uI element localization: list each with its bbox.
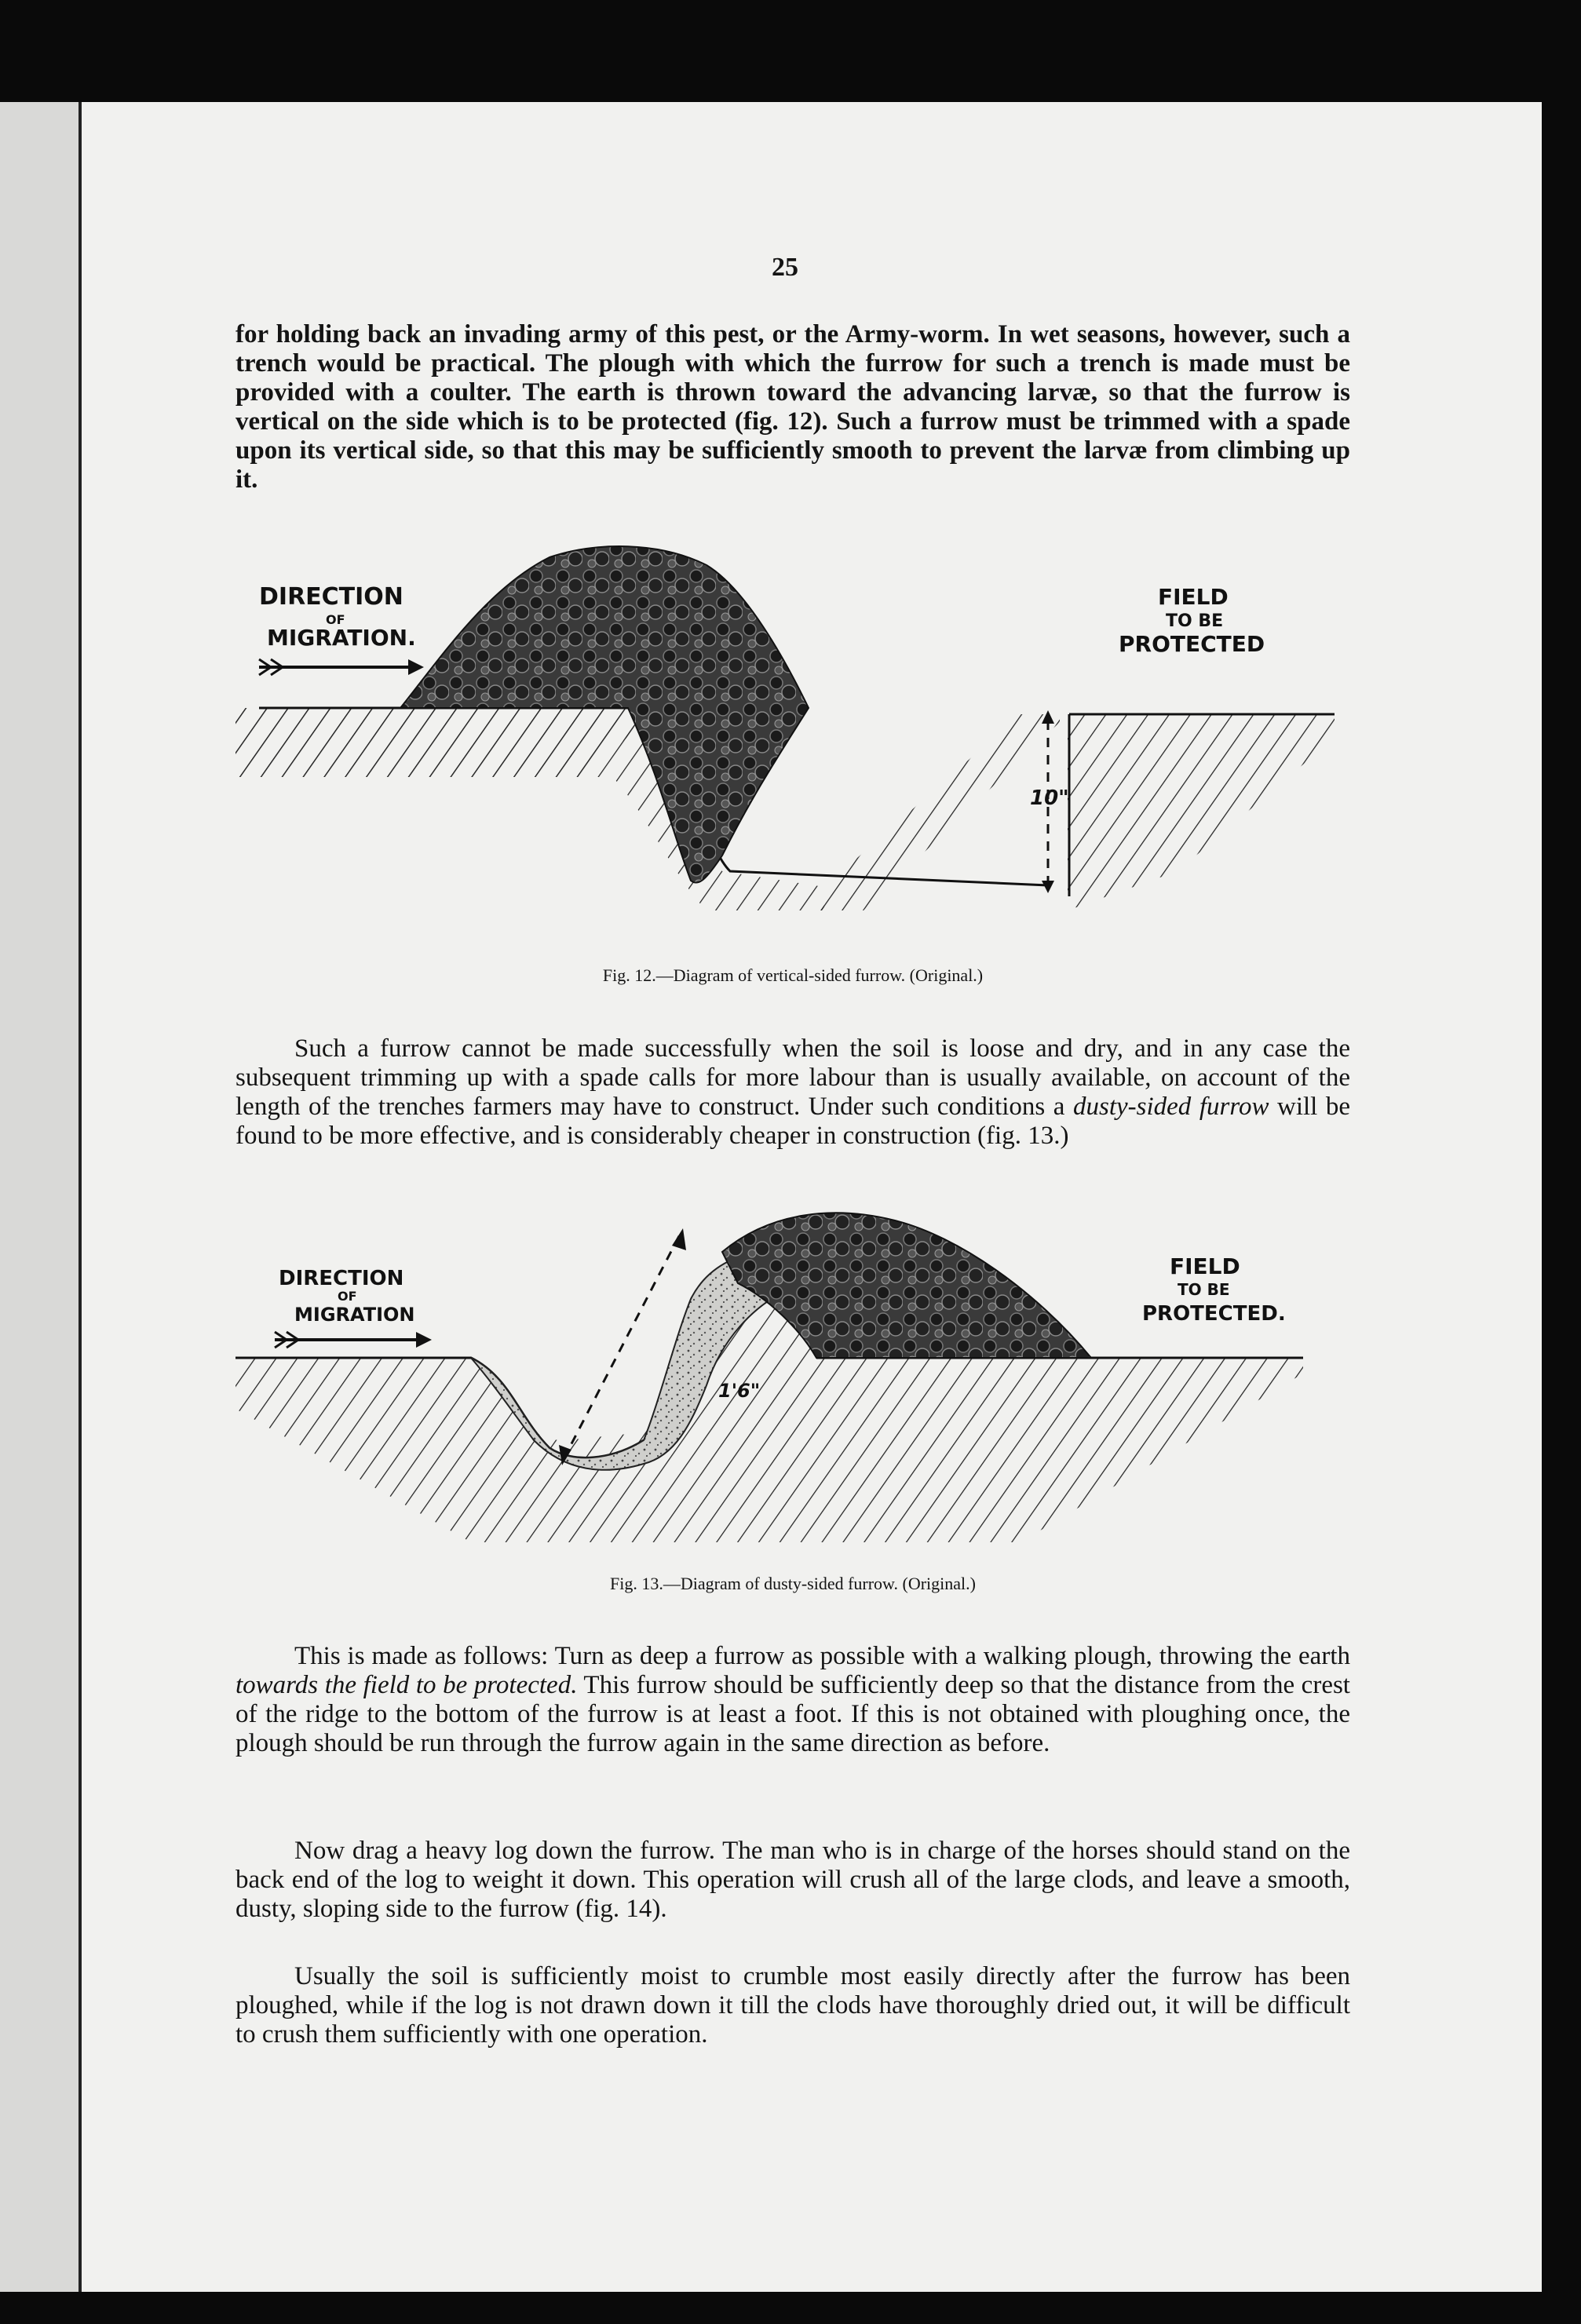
figure-12-caption: Fig. 12.—Diagram of vertical-sided furrow. (Original.) [602,965,984,985]
fig13-depth-label: 1'6" [718,1380,761,1402]
paragraph-1: for holding back an invading army of this pest, or the Army-worm. In wet seasons, however, such a trench would be practical. The plough with which the furrow for such a trench is made must be provided with a coulter. The earth is thrown toward the advancing larvæ, so that the furrow is vertical on the side which is to be protected (fig. 12). Such a furrow must be trimmed with a spade upon its vertical side, so that this may be sufficiently smooth to prevent the larvæ from climbing up it. [236,320,1350,494]
fig13-label-migration: MIGRATION [294,1304,415,1326]
fig13-label-to-be: TO BE [1178,1280,1230,1299]
fig13-label-of: OF [338,1289,357,1304]
paragraph-3: This is made as follows: Turn as deep a furrow as possible with a walking plough, throwing the earth towards the field to be protected. This furrow should be sufficiently deep so that the distance from the crest of the ridge to the bottom of the furrow is at least a foot. If this is not obtained with ploughing once, the plough should be run through the furrow again in the same direction as before. [236,1642,1350,1757]
fig12-label-protected: PROTECTED [1119,631,1265,657]
figure-13-caption: Fig. 13.—Diagram of dusty-sided furrow. (Original.) [610,1574,976,1593]
paragraph-5: Usually the soil is sufficiently moist to crumble most easily directly after the furrow has been ploughed, while if the log is not drawn down it till the clods have thoroughly dried out, it will be difficult to crush them sufficiently with one operation. [236,1962,1350,2049]
adjacent-page-edge [0,102,79,2292]
fig12-label-of: OF [326,612,345,627]
migration-arrow-icon [259,659,424,675]
figure-13-dusty-furrow [236,1205,1350,1582]
paragraph-4: Now drag a heavy log down the furrow. The man who is in charge of the horses should stand on the back end of the log to weight it down. This operation will crush all of the large clods, and leave a smooth, dusty, sloping side to the furrow (fig. 14). [236,1837,1350,1923]
migration-arrow-icon [275,1332,432,1348]
page-number: 25 [772,253,798,282]
paragraph-2: Such a furrow cannot be made successfully when the soil is loose and dry, and in any case the subsequent trimming up with a spade calls for more labour than is usually available, on account of the length of the trenches farmers may have to construct. Under such conditions a dusty-sided furrow will be found to be more effective, and is considerably cheaper in construction (fig. 13.) [236,1034,1351,1150]
figure-12-vertical-furrow [236,542,1350,973]
fig12-depth-label: 10" [1030,786,1069,810]
fig12-label-migration: MIGRATION. [267,625,416,651]
fig13-label-direction: DIRECTION [279,1267,404,1290]
soil-hatch-right [1068,714,1335,910]
fig12-label-to-be: TO BE [1166,611,1224,631]
fig13-label-protected: PROTECTED. [1142,1302,1286,1326]
fig13-label-field: FIELD [1170,1253,1240,1279]
fig12-label-direction: DIRECTION [259,583,403,611]
fig12-label-field: FIELD [1158,584,1229,610]
